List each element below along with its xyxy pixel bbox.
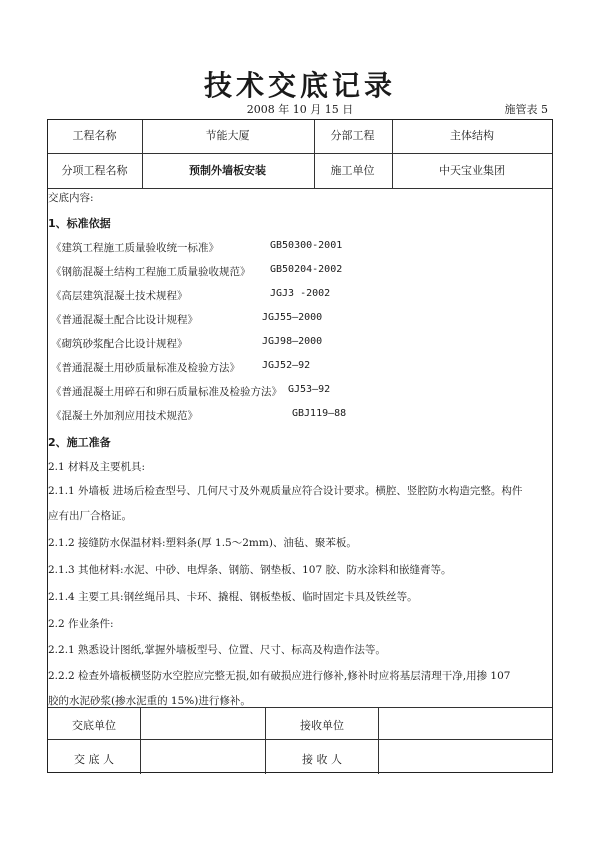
paragraph: 2.1.4 主要工具:钢丝绳吊具、卡环、撬棍、钢板垫板、临时固定卡具及铁丝等。	[48, 591, 418, 603]
record-date: 2008 年 10 月 15 日	[246, 103, 354, 116]
paragraph: 2.2 作业条件:	[48, 618, 114, 630]
row-divider	[48, 153, 552, 154]
subproject-label: 分项工程名称	[61, 164, 128, 177]
content-intro: 交底内容:	[48, 192, 94, 204]
receiver-label: 接 收 人	[302, 753, 342, 766]
paragraph: 2.2.2 检查外墙板横竖防水空腔应完整无损,如有破损应进行修补,修补时应将基层清理干净,用掺 107	[48, 670, 511, 682]
issuer-label: 交 底 人	[74, 753, 114, 766]
paragraph: 2.2.1 熟悉设计图纸,掌握外墙板型号、位置、尺寸、标高及构造作法等。	[48, 644, 386, 656]
issuer-unit-label: 交底单位	[72, 719, 116, 732]
section-heading: 1、标准依据	[48, 217, 111, 230]
row-divider	[48, 188, 552, 189]
project-name-label: 工程名称	[72, 129, 117, 142]
paragraph: 2.1.2 接缝防水保温材料:塑料条(厚 1.5～2mm)、油毡、聚苯板。	[48, 537, 357, 549]
paragraph: 应有出厂合格证。	[48, 510, 132, 522]
paragraph: 2.1.3 其他材料:水泥、中砂、电焊条、钢筋、钢垫板、107 胶、防水涂料和嵌缝膏等。	[48, 564, 452, 576]
paragraph: 胶的水泥砂浆(掺水泥重的 15%)进行修补。	[48, 695, 251, 707]
subproject-value: 预制外墙板安装	[189, 164, 266, 177]
section-heading: 2、施工准备	[48, 436, 111, 449]
paragraph: 2.1 材料及主要机具:	[48, 461, 146, 473]
division-value: 主体结构	[450, 129, 494, 142]
contractor-value: 中天宝业集团	[439, 164, 505, 177]
page-title: 技术交底记录	[203, 69, 396, 102]
receiver-unit-label: 接收单位	[300, 719, 344, 732]
contractor-label: 施工单位	[330, 164, 375, 177]
form-number: 施管表 5	[504, 103, 548, 116]
col-divider	[140, 707, 141, 774]
paragraph: 2.1.1 外墙板 进场后检查型号、几何尺寸及外观质量应符合设计要求。横腔、竖腔防水构造完整。构件	[48, 485, 523, 497]
col-divider	[378, 707, 379, 774]
division-label: 分部工程	[330, 129, 375, 142]
project-name-value: 节能大厦	[205, 129, 250, 142]
row-divider	[48, 739, 552, 740]
